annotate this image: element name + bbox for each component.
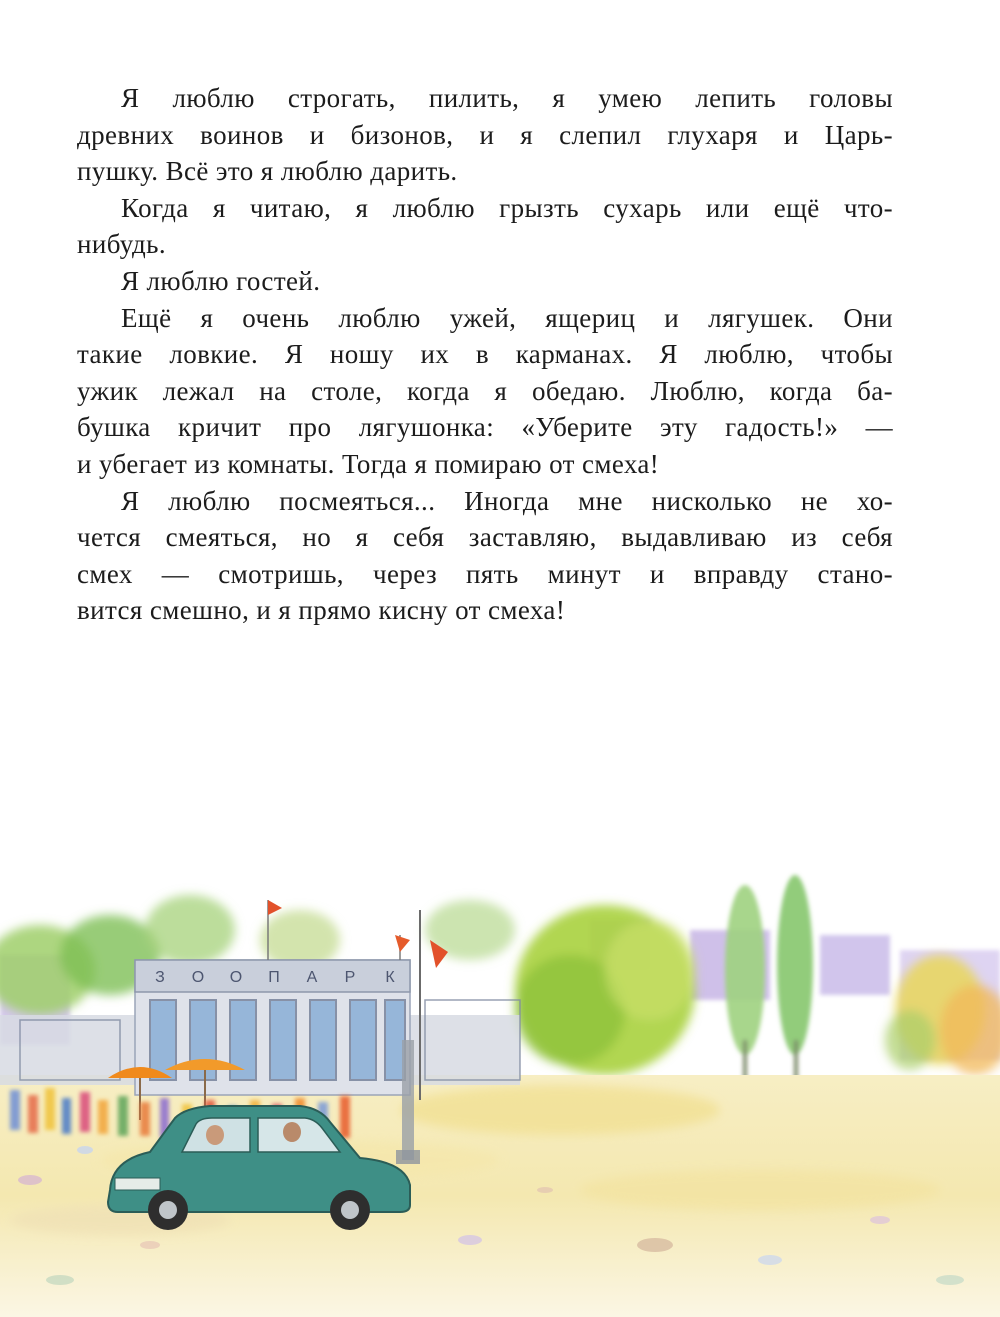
paragraph-4 <box>77 300 893 483</box>
text-line: Я люблю строгать, пилить, я умею лепить головы <box>121 83 893 113</box>
text-line: ужик лежал на столе, когда я обедаю. Люблю, когда ба- <box>77 375 893 406</box>
text-line: Когда я читаю, я люблю грызть сухарь или ещё что- <box>121 192 893 223</box>
text-line: нибудь. <box>77 229 167 260</box>
text-line: Ещё я очень люблю ужей, ящериц и лягушек. Они <box>121 302 893 333</box>
paragraph-3 <box>77 263 893 300</box>
text-line: такие ловкие. Я ношу их в карманах. Я люблю, чтобы <box>77 339 893 370</box>
paragraph-2 <box>77 190 893 263</box>
text-line: бушка кричит про лягушонка: «Уберите эту гадость!» — <box>77 412 893 443</box>
sign-letter: О <box>229 969 243 986</box>
sign-letter: П <box>268 969 280 986</box>
paragraph-5 <box>77 483 893 629</box>
sign-letter: О <box>191 969 205 986</box>
text-line: смех — смотришь, через пять минут и вправду стано- <box>77 558 893 589</box>
sign-letter: А <box>306 969 318 986</box>
sign-letter: Р <box>344 969 356 986</box>
text-line: вится смешно, и я прямо кисну от смеха! <box>77 595 566 626</box>
text-line: древних воинов и бизонов, и я слепил глухаря и Царь- <box>77 119 893 150</box>
text-line: и убегает из комнаты. Тогда я помираю от смеха! <box>77 448 660 479</box>
text-line: чется смеяться, но я себя заставляю, выдавливаю из себя <box>77 522 893 553</box>
paragraph-1 <box>77 80 893 190</box>
sign-letter: К <box>385 969 395 986</box>
story-text <box>77 80 893 629</box>
text-line: пушку. Всё это я люблю дарить. <box>77 156 458 187</box>
zoo-park-watercolor-illustration <box>0 860 1000 1317</box>
text-line: Я люблю гостей. <box>121 265 321 296</box>
sign-letter: З <box>155 969 165 986</box>
big-tree <box>515 905 695 1075</box>
text-line: Я люблю посмеяться... Иногда мне нисколько не хо- <box>121 485 893 516</box>
